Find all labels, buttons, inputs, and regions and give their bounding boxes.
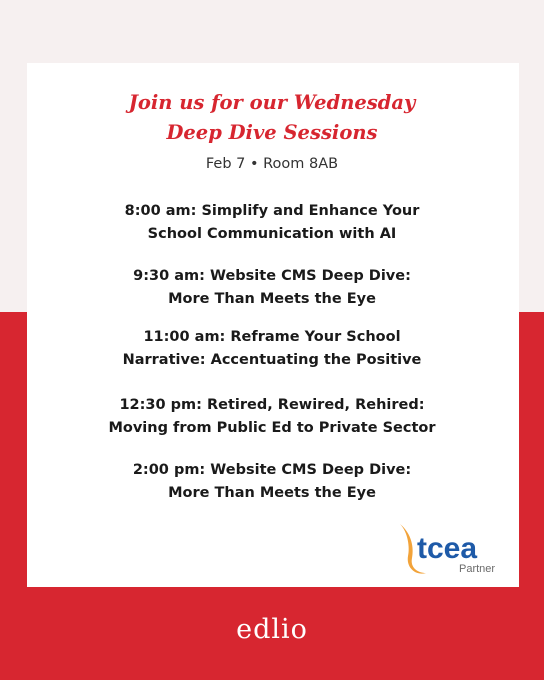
session-title-cont: More Than Meets the Eye [168, 485, 376, 501]
session-item [0, 394, 544, 440]
session-title-cont: Narrative: Accentuating the Positive [122, 352, 422, 368]
session-item [0, 200, 544, 246]
session-title-cont: Moving from Public Ed to Private Sector [108, 420, 436, 436]
tcea-partner-logo [396, 518, 506, 578]
session-item [0, 326, 544, 372]
tcea-wordmark: tcea [417, 532, 478, 565]
session-time-title: 2:00 pm: Website CMS Deep Dive: [132, 462, 412, 478]
session-time-title: 12:30 pm: Retired, Rewired, Rehired: [119, 397, 425, 413]
session-time-title: 8:00 am: Simplify and Enhance Your [124, 203, 420, 219]
session-time-title: 11:00 am: Reframe Your School [143, 329, 401, 345]
edlio-logo: edlio [236, 614, 308, 645]
session-time-title: 9:30 am: Website CMS Deep Dive: [133, 268, 411, 284]
session-item [0, 265, 544, 311]
session-title-cont: More Than Meets the Eye [168, 291, 376, 307]
title-line-2: Deep Dive Sessions [166, 121, 378, 144]
session-item [0, 459, 544, 505]
page-title [0, 88, 544, 148]
tcea-partner-label: Partner [459, 563, 496, 575]
session-title-cont: School Communication with AI [147, 226, 397, 242]
title-line-1: Join us for our Wednesday [128, 91, 416, 114]
date-room-label: Feb 7 • Room 8AB [205, 156, 339, 172]
